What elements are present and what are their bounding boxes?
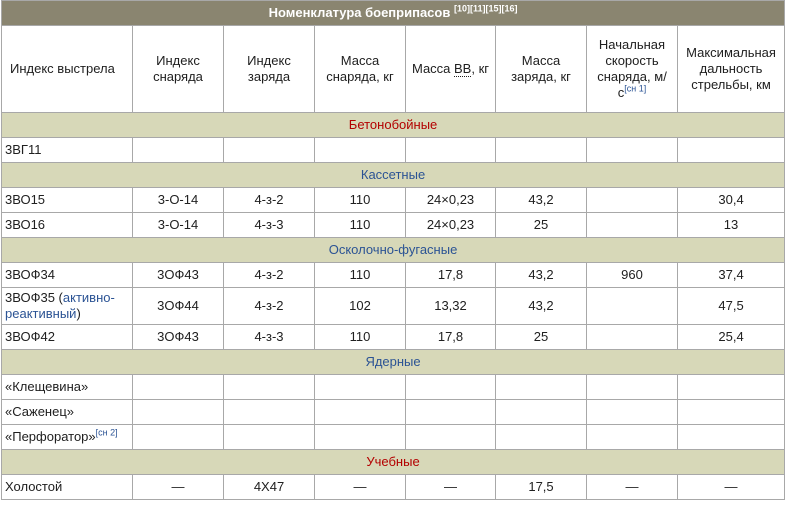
section-cluster xyxy=(2,163,785,188)
table-cell xyxy=(315,400,406,425)
table-cell: 43,2 xyxy=(496,263,587,288)
explosive-abbr[interactable]: ВВ xyxy=(454,61,472,76)
section-he xyxy=(2,238,785,263)
table-row xyxy=(2,325,785,350)
velocity-note-ref[interactable]: [сн 1] xyxy=(624,83,647,94)
row-name-cell: «Саженец» xyxy=(2,400,133,425)
row-name-cell: 3ВО16 xyxy=(2,213,133,238)
table-cell xyxy=(496,425,587,450)
row-name-cell: 3ВОФ34 xyxy=(2,263,133,288)
table-cell xyxy=(224,138,315,163)
table-cell: 25,4 xyxy=(678,325,785,350)
table-cell xyxy=(496,400,587,425)
table-row xyxy=(2,188,785,213)
table-cell: 47,5 xyxy=(678,288,785,325)
row-name-cell: 3ВО15 xyxy=(2,188,133,213)
table-cell: 25 xyxy=(496,325,587,350)
row-name-cell: 3ВОФ35 (активно-реактивный) xyxy=(2,288,133,325)
col-charge-mass: Масса заряда, кг xyxy=(496,26,587,113)
table-cell: 4Х47 xyxy=(224,475,315,500)
table-cell xyxy=(133,400,224,425)
table-cell: 25 xyxy=(496,213,587,238)
table-cell xyxy=(496,138,587,163)
table-cell xyxy=(587,375,678,400)
table-cell: 30,4 xyxy=(678,188,785,213)
section-concrete xyxy=(2,113,785,138)
table-title: Номенклатура боеприпасов xyxy=(268,5,451,20)
section-label[interactable]: Кассетные xyxy=(2,163,785,188)
table-row xyxy=(2,288,785,325)
row-name-cell: «Клещевина» xyxy=(2,375,133,400)
table-row xyxy=(2,263,785,288)
section-label[interactable]: Ядерные xyxy=(2,350,785,375)
table-row xyxy=(2,213,785,238)
table-cell xyxy=(224,375,315,400)
table-row xyxy=(2,400,785,425)
col-shell-mass: Масса снаряда, кг xyxy=(315,26,406,113)
table-cell xyxy=(406,138,496,163)
table-cell xyxy=(678,425,785,450)
table-cell xyxy=(678,138,785,163)
table-cell: 4-з-2 xyxy=(224,288,315,325)
table-cell: — xyxy=(406,475,496,500)
table-cell xyxy=(587,400,678,425)
section-label[interactable]: Учебные xyxy=(2,450,785,475)
col-explosive-mass: Масса ВВ, кг xyxy=(406,26,496,113)
table-caption xyxy=(2,1,785,26)
table-cell xyxy=(406,425,496,450)
table-cell: 24×0,23 xyxy=(406,188,496,213)
table-cell xyxy=(406,375,496,400)
section-training xyxy=(2,450,785,475)
table-cell xyxy=(315,138,406,163)
section-nuclear xyxy=(2,350,785,375)
table-cell: 3ОФ43 xyxy=(133,325,224,350)
table-cell: 102 xyxy=(315,288,406,325)
table-cell: 43,2 xyxy=(496,188,587,213)
col-shell-index: Индекс снаряда xyxy=(133,26,224,113)
table-cell: 3ОФ44 xyxy=(133,288,224,325)
table-row xyxy=(2,475,785,500)
table-cell xyxy=(406,400,496,425)
table-cell: 37,4 xyxy=(678,263,785,288)
table-cell: 3-О-14 xyxy=(133,213,224,238)
table-cell: 24×0,23 xyxy=(406,213,496,238)
table-cell: 960 xyxy=(587,263,678,288)
table-cell: 4-з-2 xyxy=(224,188,315,213)
table-cell: 17,8 xyxy=(406,325,496,350)
table-row xyxy=(2,138,785,163)
table-cell xyxy=(315,375,406,400)
table-cell: 3ОФ43 xyxy=(133,263,224,288)
ammunition-table xyxy=(1,0,785,500)
table-cell: 43,2 xyxy=(496,288,587,325)
table-cell: 17,8 xyxy=(406,263,496,288)
table-row xyxy=(2,425,785,450)
caption-refs[interactable]: [10][11][15][16] xyxy=(453,3,518,14)
row-name-cell: Холостой xyxy=(2,475,133,500)
table-cell: — xyxy=(315,475,406,500)
table-cell xyxy=(587,288,678,325)
table-cell xyxy=(133,138,224,163)
col-max-range: Максимальная дальность стрельбы, км xyxy=(678,26,785,113)
table-cell xyxy=(587,325,678,350)
col-charge-index: Индекс заряда xyxy=(224,26,315,113)
table-cell: 110 xyxy=(315,325,406,350)
table-cell xyxy=(133,375,224,400)
table-cell xyxy=(133,425,224,450)
table-cell xyxy=(678,375,785,400)
table-cell xyxy=(587,188,678,213)
table-cell: 17,5 xyxy=(496,475,587,500)
table-cell xyxy=(224,425,315,450)
table-cell xyxy=(587,425,678,450)
table-cell: 4-з-2 xyxy=(224,263,315,288)
table-cell: 4-з-3 xyxy=(224,325,315,350)
table-cell: 110 xyxy=(315,263,406,288)
table-cell xyxy=(315,425,406,450)
table-cell: — xyxy=(678,475,785,500)
table-cell xyxy=(496,375,587,400)
table-cell xyxy=(224,400,315,425)
col-muzzle-velocity: Начальная скорость снаряда, м/с[сн 1] xyxy=(587,26,678,113)
table-cell xyxy=(587,138,678,163)
table-cell: 110 xyxy=(315,188,406,213)
table-cell: — xyxy=(587,475,678,500)
table-cell xyxy=(587,213,678,238)
table-cell: — xyxy=(133,475,224,500)
table-cell: 4-з-3 xyxy=(224,213,315,238)
section-label[interactable]: Осколочно-фугасные xyxy=(2,238,785,263)
section-label[interactable]: Бетонобойные xyxy=(2,113,785,138)
table-cell: 110 xyxy=(315,213,406,238)
table-cell xyxy=(678,400,785,425)
perforator-note-ref[interactable]: [сн 2] xyxy=(95,427,118,438)
row-name-cell: 3ВОФ42 xyxy=(2,325,133,350)
table-row xyxy=(2,375,785,400)
table-cell: 3-О-14 xyxy=(133,188,224,213)
table-cell: 13,32 xyxy=(406,288,496,325)
table-cell: 13 xyxy=(678,213,785,238)
row-name-cell: 3ВГ11 xyxy=(2,138,133,163)
col-shot-index: Индекс выстрела xyxy=(2,26,133,113)
row-name-cell: «Перфоратор»[сн 2] xyxy=(2,425,133,450)
header-row xyxy=(2,26,785,113)
rocket-assisted-link[interactable]: активно-реактивный xyxy=(5,290,115,321)
